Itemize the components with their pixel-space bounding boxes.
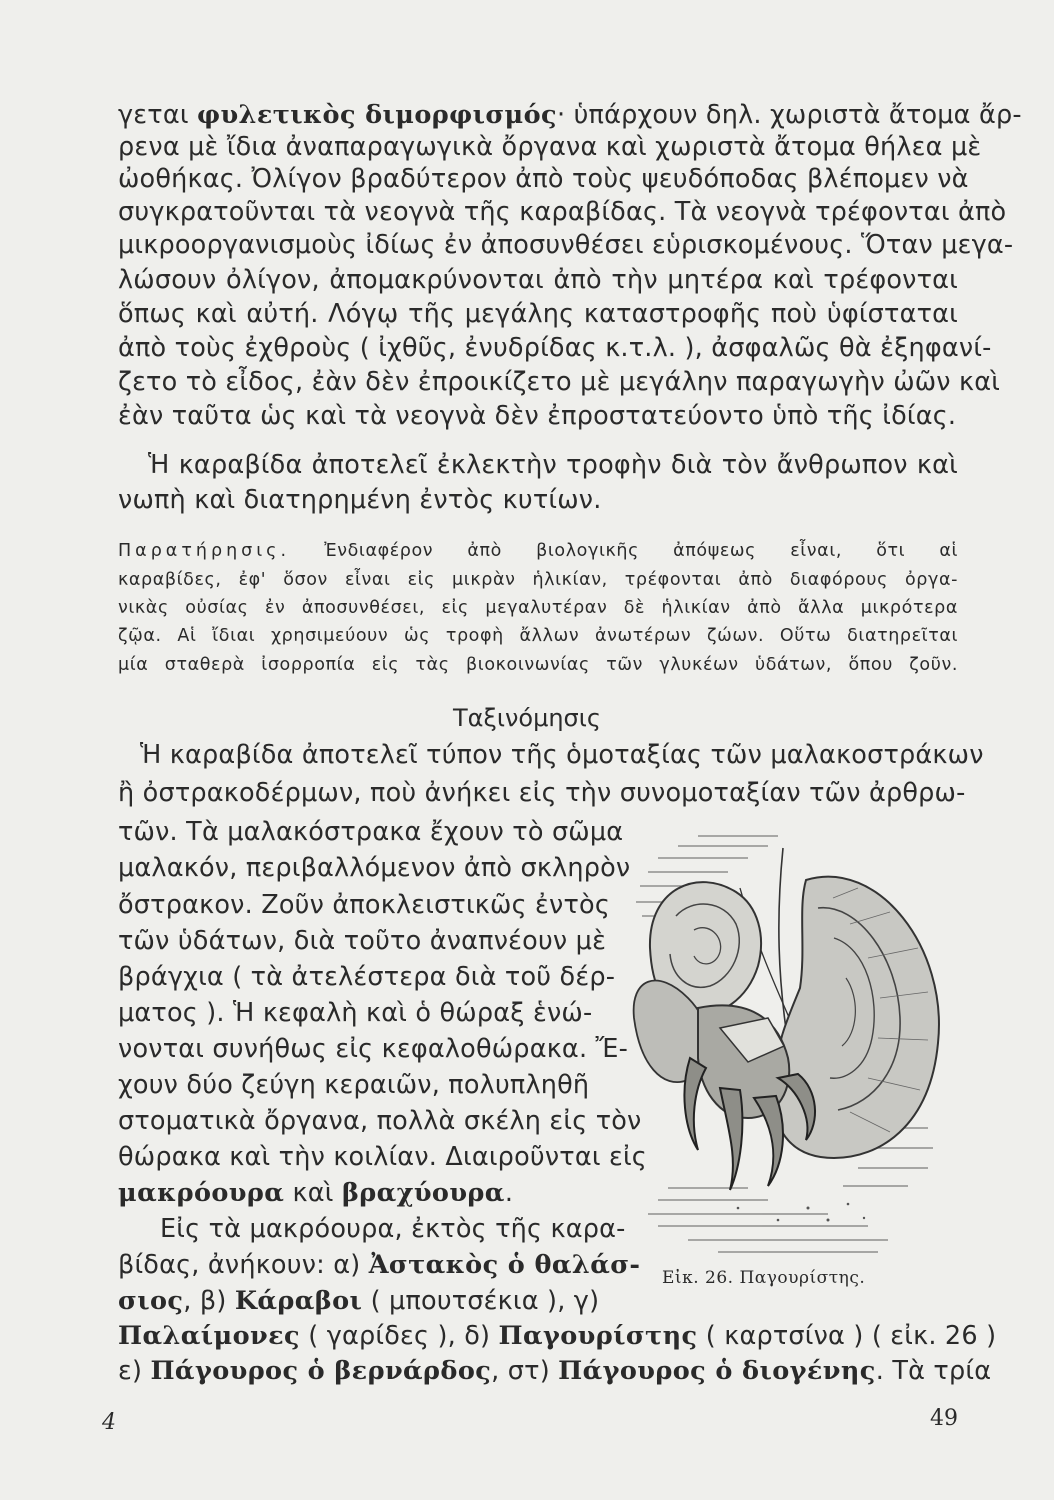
text-line: ρενα μὲ ἴδια ἀναπαραγωγικὰ ὄργανα καὶ χωριστὰ ἄτομα θήλεα μὲ	[118, 132, 982, 162]
text-run: , β)	[183, 1286, 235, 1316]
text-line: ἐὰν ταῦτα ὡς καὶ τὰ νεογνὰ δὲν ἐπροστατεύοντο ὑπὸ τῆς ἰδίας.	[118, 401, 957, 431]
text-line: ζῷα. Αἱ ἴδιαι χρησιμεύουν ὡς τροφὴ ἄλλων ἀνωτέρων ζώων. Οὕτω διατηρεῖται	[118, 626, 958, 646]
text-run: , στ)	[491, 1356, 559, 1386]
text-run: καὶ	[284, 1178, 342, 1208]
text-line: ζετο τὸ εἶδος, ἐὰν δὲν ἐπροικίζετο μὲ μεγάλην παραγωγὴν ὠῶν καὶ	[118, 367, 1001, 397]
text-line: Ἡ καραβίδα ἀποτελεῖ ἐκλεκτὴν τροφὴν διὰ τὸν ἄνθρωπον καὶ	[148, 450, 958, 480]
text-run: ( καρτσίνα ) ( εἰκ. 26 )	[697, 1321, 997, 1351]
text-line: ματος ). Ἡ κεφαλὴ καὶ ὁ θώραξ ἑνώ-	[118, 998, 593, 1028]
text-line: μικροοργανισμοὺς ἰδίως ἐν ἀποσυνθέσει εὑρισκομένους. Ὅταν μεγα-	[118, 230, 1014, 260]
text-line: βράγχια ( τὰ ἀτελέστερα διὰ τοῦ δέρ-	[118, 962, 616, 992]
bold-term: Παλαίμονες	[118, 1321, 300, 1351]
bold-term: σιος	[118, 1286, 184, 1316]
text-line: καραβίδες, ἐφ' ὅσον εἶναι εἰς μικρὰν ἡλικίαν, τρέφονται ἀπὸ διαφόρους ὀργα-	[118, 570, 958, 590]
bold-term: Πάγουρος ὁ διογένης	[558, 1356, 876, 1386]
text-line	[118, 539, 958, 563]
bold-term: βραχύουρα	[341, 1178, 505, 1208]
text-run: .	[504, 1178, 514, 1208]
text-line: Εἰς τὰ μακρόουρα, ἐκτὸς τῆς καρα-	[160, 1214, 626, 1244]
bold-term: φυλετικὸς διμορφισμός	[196, 100, 557, 130]
text-line	[118, 1356, 992, 1386]
text-run: ( γαρίδες ), δ)	[299, 1321, 499, 1351]
text-run: · ὑπάρχουν δηλ. χωριστὰ ἄτομα ἄρ-	[556, 100, 1022, 130]
bold-term: Κάραβοι	[234, 1286, 363, 1316]
section-heading: Ταξινόμησις	[453, 704, 601, 732]
text-line: θώρακα καὶ τὴν κοιλίαν. Διαιροῦνται εἰς	[118, 1142, 647, 1172]
text-run: Ἐνδιαφέρον ἀπὸ βιολογικῆς ἀπόψεως εἶναι, ὅτι αἱ	[290, 541, 958, 561]
text-run: ( μπουτσέκια ), γ)	[362, 1286, 600, 1316]
text-line	[118, 1321, 997, 1351]
text-line: νονται συνήθως εἰς κεφαλοθώρακα. Ἔ-	[118, 1034, 629, 1064]
text-line: ὅπως καὶ αὐτή. Λόγῳ τῆς μεγάλης καταστροφῆς ποὺ ὑφίσταται	[118, 299, 958, 329]
text-line: τῶν ὑδάτων, διὰ τοῦτο ἀναπνέουν μὲ	[118, 926, 607, 956]
text-line	[118, 1286, 599, 1316]
text-line	[118, 100, 1022, 130]
text-line: ὠοθήκας. Ὀλίγον βραδύτερον ἀπὸ τοὺς ψευδόποδας βλέπομεν νὰ	[118, 164, 969, 194]
text-line: νωπὴ καὶ διατηρημένη ἐντὸς κυτίων.	[118, 485, 602, 515]
hermit-crab-illustration	[628, 828, 953, 1263]
text-run: . Τὰ τρία	[875, 1356, 992, 1386]
text-line: συγκρατοῦνται τὰ νεογνὰ τῆς καραβίδας. Τὰ νεογνὰ τρέφονται ἀπὸ	[118, 197, 1007, 227]
text-run: γεται	[118, 100, 197, 130]
text-line: Ἡ καραβίδα ἀποτελεῖ τύπον τῆς ὁμοταξίας τῶν μαλακοστράκων	[140, 740, 984, 770]
text-line	[118, 1250, 640, 1280]
bold-term: Παγουρίστης	[498, 1321, 698, 1351]
text-run: βίδας, ἀνήκουν: α)	[118, 1250, 369, 1280]
page-number: 49	[930, 1406, 958, 1431]
text-line: νικὰς οὐσίας ἐν ἀποσυνθέσει, εἰς μεγαλυτέραν δὲ ἡλικίαν ἀπὸ ἄλλα μικρότερα	[118, 598, 958, 618]
signature-mark: 4	[102, 1410, 116, 1435]
bold-term: Ἀστακὸς ὁ θαλάσ-	[368, 1250, 641, 1280]
text-line: ἢ ὀστρακοδέρμων, ποὺ ἀνήκει εἰς τὴν συνομοταξίαν τῶν ἀρθρω-	[118, 778, 966, 808]
text-line: μαλακόν, περιβαλλόμενον ἀπὸ σκληρὸν	[118, 853, 631, 883]
text-line: στοματικὰ ὄργανα, πολλὰ σκέλη εἰς τὸν	[118, 1106, 642, 1136]
text-line: ὄστρακον. Ζοῦν ἀποκλειστικῶς ἐντὸς	[118, 890, 611, 920]
note-label: Παρατήρησις.	[118, 541, 291, 561]
text-line: μία σταθερὰ ἰσορροπία εἰς τὰς βιοκοινωνίας τῶν γλυκέων ὑδάτων, ὅπου ζοῦν.	[118, 655, 958, 675]
text-line: τῶν. Τὰ μαλακόστρακα ἔχουν τὸ σῶμα	[118, 817, 624, 847]
text-line: ἀπὸ τοὺς ἐχθροὺς ( ἰχθῦς, ἐνυδρίδας κ.τ.λ. ), ἀσφαλῶς θὰ ἐξηφανί-	[118, 333, 992, 363]
bold-term: Πάγουρος ὁ βερνάρδος	[150, 1356, 492, 1386]
text-run: ε)	[118, 1356, 151, 1386]
text-line: λώσουν ὀλίγον, ἀπομακρύνονται ἀπὸ τὴν μητέρα καὶ τρέφονται	[118, 265, 958, 295]
text-line	[118, 1178, 513, 1208]
figure-caption: Εἰκ. 26. Παγουρίστης.	[662, 1268, 866, 1288]
text-line: χουν δύο ζεύγη κεραιῶν, πολυπληθῆ	[118, 1070, 590, 1100]
bold-term: μακρόουρα	[118, 1178, 285, 1208]
